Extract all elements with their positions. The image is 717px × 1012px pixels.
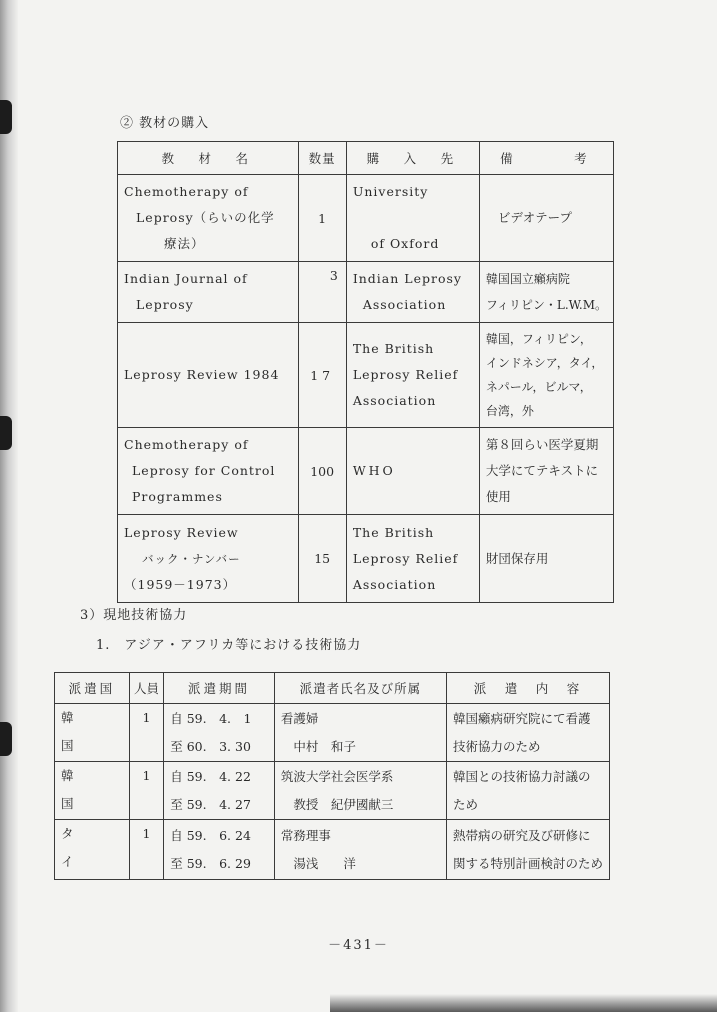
remarks-line: 韓国，フィリピン， — [485, 332, 592, 346]
quantity-cell: 15 — [298, 515, 346, 603]
header-material-name: 教 材 名 — [118, 142, 299, 175]
content-line: 韓国癩病研究院にて看護 — [452, 710, 591, 726]
header-period: 派遣期間 — [164, 673, 275, 704]
material-name-cell — [118, 262, 299, 323]
person-line: 看護婦 — [280, 710, 319, 726]
remarks-line: 財団保存用 — [485, 550, 549, 566]
source-line: Leprosy Relief — [352, 367, 459, 382]
material-name-line: Indian Journal of — [124, 271, 248, 286]
source-line: Indian Leprosy — [352, 271, 462, 286]
header-person: 派遣者氏名及び所属 — [274, 673, 446, 704]
binder-hole-mark — [0, 100, 12, 134]
country-cell: 韓 国 — [55, 704, 130, 762]
material-name-cell — [118, 175, 299, 262]
table-row — [118, 428, 614, 515]
remarks-cell — [479, 428, 613, 515]
purchase-table-header-row — [118, 142, 614, 175]
material-name-line: Chemotherapy of — [124, 437, 249, 452]
remarks-line: インドネシア，タイ， — [485, 356, 604, 370]
material-name-line: バック・ナンバー — [142, 551, 241, 566]
source-line — [353, 205, 473, 231]
country-cell: 韓 国 — [55, 762, 130, 820]
table-row — [55, 820, 610, 880]
material-name-line: Leprosy for Control — [132, 463, 276, 478]
material-name-line: Leprosy — [136, 297, 194, 312]
period-line: 至 59. 6. 29 — [170, 855, 251, 871]
source-line: Association — [352, 576, 437, 592]
period-cell — [164, 704, 275, 762]
remarks-cell — [479, 515, 613, 603]
period-line: 自 59. 6. 24 — [170, 827, 251, 843]
source-cell — [346, 175, 479, 262]
content-line: ため — [452, 796, 478, 812]
header-staff-count: 人員 — [129, 673, 164, 704]
binder-hole-mark — [0, 722, 12, 756]
source-line: University — [352, 184, 429, 199]
binder-hole-mark — [0, 416, 12, 450]
person-line: 中村 和子 — [280, 738, 356, 754]
page-number: －431－ — [328, 938, 389, 953]
content-cell — [446, 820, 609, 880]
scan-shadow-bottom — [330, 994, 717, 1012]
remarks-line: フィリピン・L.W.M。 — [485, 298, 607, 312]
source-cell — [346, 323, 479, 428]
period-line: 至 60. 3. 30 — [170, 738, 251, 754]
person-line: 筑波大学社会医学系 — [280, 768, 394, 784]
material-name-cell — [118, 428, 299, 515]
remarks-cell — [479, 175, 613, 262]
table-row — [55, 762, 610, 820]
source-cell — [346, 515, 479, 603]
source-cell — [346, 428, 479, 515]
source-cell — [346, 262, 479, 323]
period-cell — [164, 820, 275, 880]
content-cell — [446, 704, 609, 762]
staff-count-cell: 1 — [129, 762, 164, 820]
table-row — [118, 262, 614, 323]
source-line: Association — [352, 393, 437, 408]
source-line: Association — [362, 297, 447, 312]
section-tech-heading: 3）現地技術協力 — [80, 608, 188, 623]
material-name-line: （1959－1973） — [124, 576, 237, 592]
table-row — [55, 704, 610, 762]
source-line: The British — [352, 341, 435, 356]
header-remarks: 備 考 — [479, 142, 613, 175]
quantity-cell: 100 — [298, 428, 346, 515]
source-line: Leprosy Relief — [352, 550, 459, 566]
header-quantity: 数量 — [298, 142, 346, 175]
table-row — [118, 515, 614, 603]
person-cell — [274, 704, 446, 762]
remarks-line: 大学にてテキストに — [485, 463, 599, 478]
dispatch-table — [54, 672, 610, 880]
material-name-line: Leprosy Review — [124, 524, 239, 540]
quantity-cell: 3 — [298, 262, 346, 323]
country-cell: タ イ — [55, 820, 130, 880]
content-line: 関する特別計画検討のため — [452, 855, 603, 871]
material-name-line: Chemotherapy of — [124, 184, 249, 199]
remarks-cell — [479, 262, 613, 323]
quantity-cell: 1 — [298, 175, 346, 262]
subsection-tech-heading: 1. アジア・アフリカ等における技術協力 — [96, 638, 362, 653]
material-name-line: Leprosy（らいの化学 — [136, 210, 275, 225]
staff-count-cell: 1 — [129, 704, 164, 762]
quantity-cell: 17 — [298, 323, 346, 428]
material-name-line: Programmes — [132, 489, 223, 504]
material-name-cell — [118, 515, 299, 603]
header-country: 派遣国 — [55, 673, 130, 704]
person-cell — [274, 820, 446, 880]
period-line: 自 59. 4. 1 — [170, 710, 252, 726]
content-line: 熱帯病の研究及び研修に — [452, 827, 591, 843]
period-line: 至 59. 4. 27 — [170, 796, 251, 812]
material-name-cell — [118, 323, 299, 428]
scan-shadow-left — [0, 0, 18, 1012]
material-name-line: Leprosy Review 1984 — [124, 367, 280, 382]
person-line: 常務理事 — [280, 827, 331, 843]
content-line: 韓国との技術協力討議の — [452, 768, 591, 784]
period-line: 自 59. 4. 22 — [170, 768, 251, 784]
table-row — [118, 175, 614, 262]
source-line: The British — [352, 524, 435, 540]
remarks-line: 使用 — [485, 489, 511, 504]
remarks-line: 第８回らい医学夏期 — [485, 437, 599, 452]
remarks-line: ビデオテープ — [497, 210, 572, 225]
dispatch-table-header-row — [55, 673, 610, 704]
content-line: 技術協力のため — [452, 738, 541, 754]
source-line: WHO — [352, 463, 396, 478]
person-line: 湯浅 洋 — [280, 855, 356, 871]
staff-count-cell: 1 — [129, 820, 164, 880]
person-cell — [274, 762, 446, 820]
header-source: 購 入 先 — [346, 142, 479, 175]
person-line: 教授 紀伊國献三 — [280, 796, 394, 812]
remarks-line: 台湾，外 — [485, 404, 534, 418]
header-content: 派 遣 内 容 — [446, 673, 609, 704]
content-cell — [446, 762, 609, 820]
section-purchase-heading: ② 教材の購入 — [120, 116, 210, 131]
purchase-table — [117, 141, 614, 603]
source-line: of Oxford — [370, 236, 440, 251]
period-cell — [164, 762, 275, 820]
table-row — [118, 323, 614, 428]
remarks-cell — [479, 323, 613, 428]
remarks-line: ネパール，ビルマ， — [485, 380, 592, 394]
remarks-line: 韓国国立癩病院 — [485, 272, 570, 286]
material-name-line: 療法） — [164, 236, 205, 251]
